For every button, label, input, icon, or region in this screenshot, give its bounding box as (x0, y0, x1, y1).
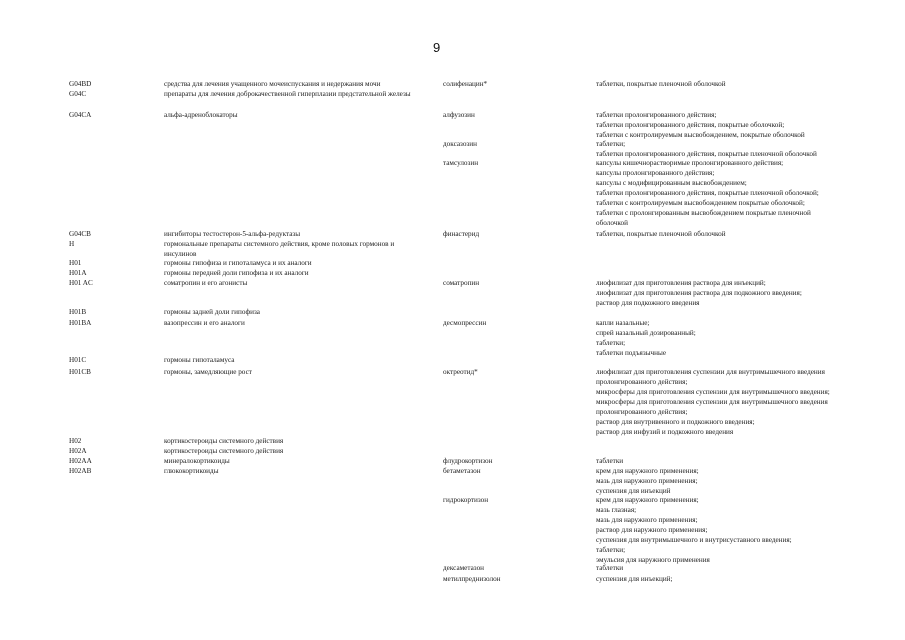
dosage-forms (596, 79, 886, 89)
dosage-form-line: таблетки; (596, 546, 626, 554)
atc-code: H01BA (69, 319, 92, 327)
atc-group-name: вазопрессин и его аналоги (164, 319, 245, 327)
atc-code: H (69, 240, 75, 248)
atc-code: G04BD (69, 80, 92, 88)
dosage-form-line: таблетки с пролонгированным высвобождением покрытые пленочной (596, 209, 811, 217)
page-number: 9 (433, 40, 441, 55)
dosage-form-line: таблетки подъязычные (596, 349, 667, 357)
dosage-form-line: таблетки; (596, 339, 626, 347)
dosage-form-line: таблетки, покрытые пленочной оболочкой (596, 230, 726, 238)
atc-code: H01A (69, 269, 87, 277)
dosage-form-line: капсулы пролонгированного действия; (596, 169, 715, 177)
dosage-form-line: микросферы для приготовления суспензии для внутримышечного введения (596, 398, 828, 406)
atc-group-name: гормоны, замедляющие рост (164, 368, 252, 376)
dosage-form-line: раствор для инфузий и подкожного введения (596, 428, 734, 436)
dosage-form-line: таблетки с контролируемым высвобождением покрытые оболочкой; (596, 199, 805, 207)
dosage-forms (596, 158, 886, 228)
atc-code: H01CB (69, 368, 91, 376)
atc-group-name: соматропин и его агонисты (164, 279, 248, 287)
atc-group-name: гормоны задней доли гипофиза (164, 308, 260, 316)
atc-code: H01 (69, 259, 82, 267)
dosage-form-line: таблетки пролонгированного действия; (596, 111, 717, 119)
dosage-forms (596, 229, 886, 239)
drug-name: гидрокортизон (443, 496, 489, 504)
atc-group-name: ингибиторы тестостерон-5-альфа-редуктазы (164, 230, 301, 238)
atc-code: H01C (69, 356, 87, 364)
dosage-form-line: крем для наружного применения; (596, 467, 699, 475)
atc-group-name: гормональные препараты системного действия, кроме половых гормонов и инсулинов (164, 240, 395, 258)
dosage-form-line: таблетки (596, 564, 624, 572)
dosage-form-line: таблетки с контролируемым высвобождением, покрытые оболочкой (596, 131, 805, 139)
atc-group-name: глюкокортикоиды (164, 467, 219, 475)
dosage-form-line: оболочкой (596, 219, 628, 227)
dosage-form-line: лиофилизат для приготовления суспензии для внутримышечного введения (596, 368, 825, 376)
drug-name: бетаметазон (443, 467, 481, 475)
dosage-form-line: пролонгированного действия; (596, 408, 688, 416)
dosage-forms (596, 456, 886, 466)
drug-name: флудрокортизон (443, 457, 493, 465)
atc-code: H02AB (69, 467, 92, 475)
dosage-form-line: лиофилизат для приготовления раствора для подкожного введения; (596, 289, 802, 297)
drug-name: алфузозин (443, 111, 475, 119)
dosage-form-line: таблетки пролонгированного действия, покрытые пленочной оболочкой; (596, 189, 819, 197)
dosage-form-line: пролонгированного действия; (596, 378, 688, 386)
dosage-form-line: лиофилизат для приготовления раствора для инъекций; (596, 279, 766, 287)
dosage-form-line: таблетки (596, 457, 624, 465)
drug-name: дексаметазон (443, 564, 485, 572)
dosage-form-line: микросферы для приготовления суспензии для внутримышечного введения; (596, 388, 830, 396)
atc-group-name: гормоны передней доли гипофиза и их аналоги (164, 269, 309, 277)
dosage-forms (596, 110, 886, 140)
dosage-form-line: капсулы кишечнорастворимые пролонгированного действия; (596, 159, 784, 167)
atc-group-name: средства для лечения учащенного мочеиспускания и недержания мочи (164, 80, 381, 88)
drug-name: соматропин (443, 279, 480, 287)
dosage-form-line: капли назальные; (596, 319, 650, 327)
dosage-form-line: раствор для подкожного введения (596, 299, 700, 307)
dosage-forms (596, 318, 886, 358)
dosage-form-line: суспензия для инъекций (596, 487, 671, 495)
dosage-form-line: суспензия для инъекций; (596, 575, 673, 583)
dosage-forms (596, 278, 886, 308)
drug-name: доксазозин (443, 140, 477, 148)
dosage-form-line: таблетки; (596, 140, 626, 148)
atc-code: H01 AC (69, 279, 93, 287)
atc-group-name: кортикостероиды системного действия (164, 447, 284, 455)
dosage-form-line: раствор для внутривенного и подкожного введения; (596, 418, 755, 426)
atc-code: H01B (69, 308, 87, 316)
drug-name: финастерид (443, 230, 480, 238)
dosage-form-line: таблетки, покрытые пленочной оболочкой (596, 80, 726, 88)
atc-code: G04C (69, 90, 87, 98)
dosage-forms (596, 574, 886, 584)
dosage-form-line: капсулы с модифицированным высвобождением; (596, 179, 747, 187)
drug-name: десмопрессин (443, 319, 487, 327)
atc-code: G04CB (69, 230, 91, 238)
drug-name: тамсулозин (443, 159, 479, 167)
dosage-form-line: мазь для наружного применения; (596, 477, 698, 485)
atc-group-name: гормоны гипофиза и гипоталамуса и их аналоги (164, 259, 312, 267)
dosage-form-line: мазь глазная; (596, 506, 637, 514)
dosage-form-line: раствор для наружного применения; (596, 526, 708, 534)
dosage-form-line: таблетки пролонгированного действия, покрытые оболочкой; (596, 121, 785, 129)
drug-name: метилпреднизолон (443, 575, 501, 583)
dosage-forms (596, 563, 886, 573)
dosage-forms (596, 466, 886, 496)
dosage-form-line: таблетки пролонгированного действия, покрытые пленочной оболочкой (596, 150, 817, 158)
atc-group-name: альфа-адреноблокаторы (164, 111, 238, 119)
dosage-forms (596, 495, 886, 565)
atc-code: H02AA (69, 457, 92, 465)
dosage-forms (596, 367, 886, 437)
dosage-form-line: мазь для наружного применения; (596, 516, 698, 524)
atc-code: G04CA (69, 111, 92, 119)
atc-group-name: гормоны гипоталамуса (164, 356, 235, 364)
atc-group-name: препараты для лечения доброкачественной гиперплазии предстательной железы (164, 90, 411, 98)
dosage-form-line: эмульсия для наружного применения (596, 556, 710, 564)
atc-code: H02A (69, 447, 87, 455)
atc-code: H02 (69, 437, 82, 445)
dosage-forms (596, 139, 886, 159)
dosage-form-line: спрей назальный дозированный; (596, 329, 696, 337)
dosage-form-line: суспензия для внутримышечного и внутрисуставного введения; (596, 536, 792, 544)
atc-group-name: кортикостероиды системного действия (164, 437, 284, 445)
drug-name: октреотид* (443, 368, 478, 376)
atc-group-name: минералокортикоиды (164, 457, 230, 465)
drug-name: солифенацин* (443, 80, 488, 88)
dosage-form-line: крем для наружного применения; (596, 496, 699, 504)
